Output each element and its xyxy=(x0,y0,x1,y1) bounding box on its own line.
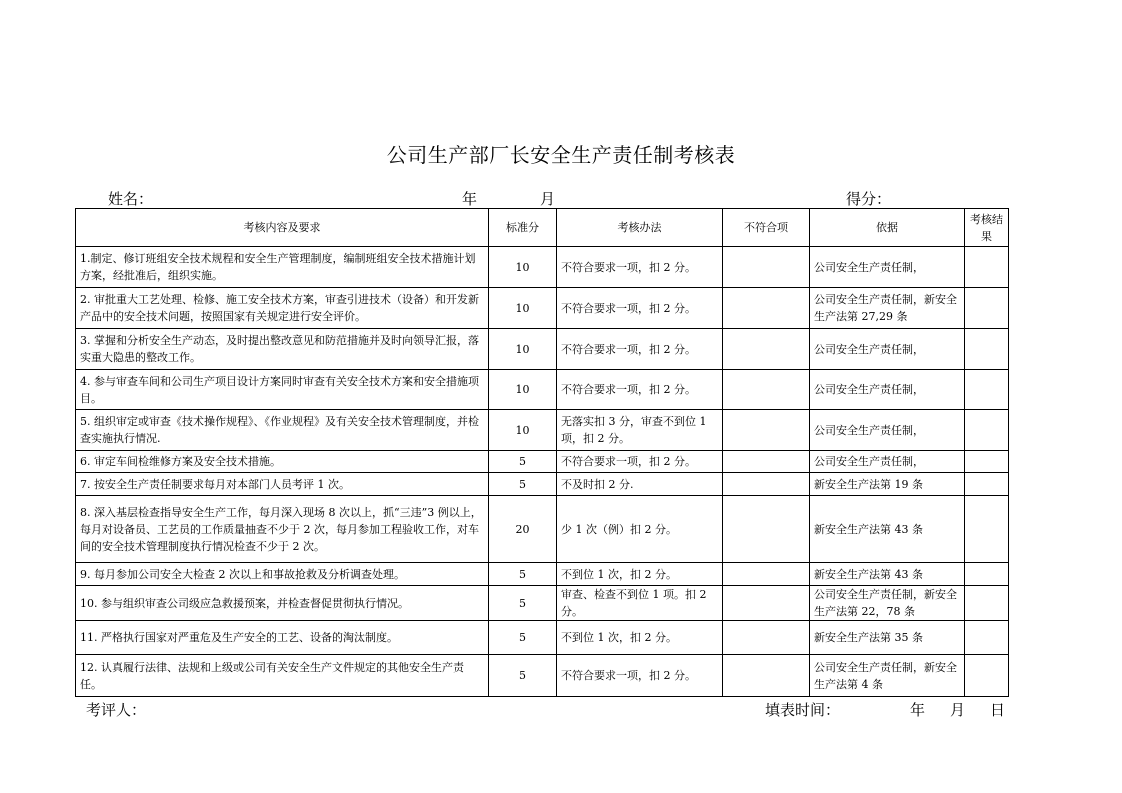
row-nonconformity-cell[interactable] xyxy=(723,563,810,586)
row-basis: 公司安全生产责任制，新安全生产法第 4 条 xyxy=(810,655,965,697)
row-score: 10 xyxy=(489,247,557,288)
row-content: 8. 深入基层检查指导安全生产工作，每月深入现场 8 次以上，抓“三违”3 例以上，每月对设备员、工艺员的工作质量抽查不少于 2 次，每月参加工程验收工作，对车间的安全技术管理制度执行情况检查不少于 2 次。 xyxy=(76,496,489,563)
table-row xyxy=(76,370,1009,410)
header-content: 考核内容及要求 xyxy=(76,209,489,247)
table-row xyxy=(76,655,1009,697)
row-basis: 公司安全生产责任制，新安全生产法第 22，78 条 xyxy=(810,586,965,621)
row-nonconformity-cell[interactable] xyxy=(723,586,810,621)
row-basis: 公司安全生产责任制， xyxy=(810,451,965,473)
row-method: 少 1 次（例）扣 2 分。 xyxy=(557,496,723,563)
row-method: 不符合要求一项，扣 2 分。 xyxy=(557,370,723,410)
header-method: 考核办法 xyxy=(557,209,723,247)
table-row xyxy=(76,288,1009,329)
row-content: 4. 参与审查车间和公司生产项目设计方案同时审查有关安全技术方案和安全措施项目。 xyxy=(76,370,489,410)
row-nonconformity-cell[interactable] xyxy=(723,370,810,410)
row-content: 9. 每月参加公司安全大检查 2 次以上和事故抢救及分析调查处理。 xyxy=(76,563,489,586)
row-method: 不符合要求一项，扣 2 分。 xyxy=(557,329,723,370)
row-content: 5. 组织审定或审查《技术操作规程》、《作业规程》及有关安全技术管理制度，并检查实施执行情况. xyxy=(76,410,489,451)
row-content: 12. 认真履行法律、法规和上级或公司有关安全生产文件规定的其他安全生产责任。 xyxy=(76,655,489,697)
row-method: 不符合要求一项，扣 2 分。 xyxy=(557,655,723,697)
table-row xyxy=(76,473,1009,496)
row-content: 10. 参与组织审查公司级应急救援预案，并检查督促贯彻执行情况。 xyxy=(76,586,489,621)
row-content: 7. 按安全生产责任制要求每月对本部门人员考评 1 次。 xyxy=(76,473,489,496)
row-result-cell[interactable] xyxy=(965,586,1009,621)
footer-month-label: 月 xyxy=(950,701,966,719)
row-result-cell[interactable] xyxy=(965,410,1009,451)
row-score: 5 xyxy=(489,563,557,586)
row-basis: 公司安全生产责任制， xyxy=(810,410,965,451)
row-result-cell[interactable] xyxy=(965,288,1009,329)
row-nonconformity-cell[interactable] xyxy=(723,247,810,288)
row-nonconformity-cell[interactable] xyxy=(723,288,810,329)
row-method: 不及时扣 2 分. xyxy=(557,473,723,496)
row-result-cell[interactable] xyxy=(965,621,1009,655)
row-content: 6. 审定车间检维修方案及安全技术措施。 xyxy=(76,451,489,473)
row-nonconformity-cell[interactable] xyxy=(723,410,810,451)
row-basis: 公司安全生产责任制， xyxy=(810,247,965,288)
table-row xyxy=(76,496,1009,563)
row-nonconformity-cell[interactable] xyxy=(723,621,810,655)
row-content: 3. 掌握和分析安全生产动态，及时提出整改意见和防范措施并及时向领导汇报，落实重大隐患的整改工作。 xyxy=(76,329,489,370)
row-score: 10 xyxy=(489,410,557,451)
table-row xyxy=(76,410,1009,451)
table-header-row xyxy=(76,209,1009,247)
row-result-cell[interactable] xyxy=(965,655,1009,697)
row-nonconformity-cell[interactable] xyxy=(723,473,810,496)
row-score: 10 xyxy=(489,370,557,410)
table-row xyxy=(76,329,1009,370)
name-label: 姓名： xyxy=(108,190,154,208)
row-nonconformity-cell[interactable] xyxy=(723,451,810,473)
table-row xyxy=(76,451,1009,473)
row-result-cell[interactable] xyxy=(965,247,1009,288)
footer-day-label: 日 xyxy=(990,701,1006,719)
row-basis: 公司安全生产责任制， xyxy=(810,329,965,370)
table-row xyxy=(76,621,1009,655)
row-method: 不符合要求一项，扣 2 分。 xyxy=(557,247,723,288)
row-nonconformity-cell[interactable] xyxy=(723,496,810,563)
row-basis: 公司安全生产责任制，新安全生产法第 27,29 条 xyxy=(810,288,965,329)
month-label: 月 xyxy=(540,190,556,208)
header-basis: 依据 xyxy=(810,209,965,247)
row-content: 1.制定、修订班组安全技术规程和安全生产管理制度，编制班组安全技术措施计划方案，经批准后，组织实施。 xyxy=(76,247,489,288)
row-method: 不符合要求一项，扣 2 分。 xyxy=(557,451,723,473)
year-label: 年 xyxy=(462,190,478,208)
row-method: 不符合要求一项，扣 2 分。 xyxy=(557,288,723,329)
row-basis: 公司安全生产责任制， xyxy=(810,370,965,410)
row-basis: 新安全生产法第 43 条 xyxy=(810,496,965,563)
row-nonconformity-cell[interactable] xyxy=(723,329,810,370)
row-result-cell[interactable] xyxy=(965,496,1009,563)
row-basis: 新安全生产法第 35 条 xyxy=(810,621,965,655)
table-row xyxy=(76,586,1009,621)
header-standard-score: 标准分 xyxy=(489,209,557,247)
row-basis: 新安全生产法第 19 条 xyxy=(810,473,965,496)
row-result-cell[interactable] xyxy=(965,473,1009,496)
row-score: 5 xyxy=(489,451,557,473)
row-result-cell[interactable] xyxy=(965,329,1009,370)
row-score: 5 xyxy=(489,586,557,621)
header-nonconformity: 不符合项 xyxy=(723,209,810,247)
row-method: 无落实扣 3 分，审查不到位 1 项，扣 2 分。 xyxy=(557,410,723,451)
score-label: 得分： xyxy=(846,190,892,208)
assessment-table xyxy=(75,208,1009,697)
footer-year-label: 年 xyxy=(910,701,926,719)
row-basis: 新安全生产法第 43 条 xyxy=(810,563,965,586)
row-method: 不到位 1 次，扣 2 分。 xyxy=(557,621,723,655)
row-content: 11. 严格执行国家对严重危及生产安全的工艺、设备的淘汰制度。 xyxy=(76,621,489,655)
row-score: 20 xyxy=(489,496,557,563)
row-nonconformity-cell[interactable] xyxy=(723,655,810,697)
page-title: 公司生产部厂长安全生产责任制考核表 xyxy=(386,143,736,167)
row-content: 2. 审批重大工艺处理、检修、施工安全技术方案，审查引进技术（设备）和开发新产品中的安全技术问题，按照国家有关规定进行安全评价。 xyxy=(76,288,489,329)
row-score: 10 xyxy=(489,288,557,329)
row-score: 5 xyxy=(489,473,557,496)
row-result-cell[interactable] xyxy=(965,451,1009,473)
row-score: 5 xyxy=(489,655,557,697)
header-result: 考核结果 xyxy=(965,209,1009,247)
row-result-cell[interactable] xyxy=(965,370,1009,410)
row-score: 10 xyxy=(489,329,557,370)
row-method: 审查、检查不到位 1 项。扣 2 分。 xyxy=(557,586,723,621)
row-method: 不到位 1 次，扣 2 分。 xyxy=(557,563,723,586)
fill-time-label: 填表时间： xyxy=(765,701,841,719)
table-row xyxy=(76,563,1009,586)
table-row xyxy=(76,247,1009,288)
evaluator-label: 考评人： xyxy=(86,701,147,719)
row-result-cell[interactable] xyxy=(965,563,1009,586)
row-score: 5 xyxy=(489,621,557,655)
